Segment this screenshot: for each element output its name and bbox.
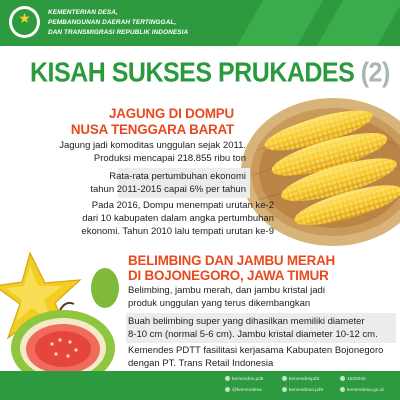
section2-text: Buah belimbing super yang dihasilkan memiliki diameter — [128, 316, 365, 327]
instagram-icon — [225, 387, 230, 392]
youtube-icon — [282, 387, 287, 392]
header-stripe — [317, 0, 400, 46]
globe-icon — [340, 387, 345, 392]
header-bar — [0, 0, 400, 46]
org-line: PEMBANGUNAN DAERAH TERTINGGAL, — [48, 19, 177, 26]
section1-text: Produksi mencapai 218.855 ribu ton — [93, 153, 246, 164]
section2-text: Belimbing, jambu merah, dan jambu kristal jadi — [128, 285, 325, 296]
org-line: DAN TRANSMIGRASI REPUBLIK INDONESIA — [48, 29, 189, 36]
section2-text: produk unggulan yang terus dikembangkan — [128, 298, 311, 309]
section2-text: Kemendes PDTT fasilitasi kerjasama Kabupaten Bojonegoro — [128, 345, 384, 356]
footer-text: kemendesa.go.id — [347, 387, 384, 393]
section2-text: 8-10 cm (normal 5-6 cm). Jambu kristal diameter 10-12 cm. — [128, 329, 378, 340]
footer-text: kemendespdtt — [289, 376, 320, 382]
footer-text: @kemendesa — [232, 387, 262, 393]
section1-heading-line2: NUSA TENGGARA BARAT — [70, 122, 234, 137]
section1-text: tahun 2011-2015 capai 6% per tahun — [90, 184, 246, 195]
footer-social-twitter — [282, 376, 319, 382]
section1-text: Pada 2016, Dompu menempati urutan ke-2 — [91, 200, 274, 211]
footer-social-facebook — [225, 376, 263, 382]
footer-social-instagram — [225, 387, 262, 393]
org-line: KEMENTERIAN DESA, — [48, 9, 118, 16]
footer-text: kemendesa.pdtt — [289, 387, 324, 393]
section2-heading-line1: BELIMBING DAN JAMBU MERAH — [128, 253, 336, 268]
footer-phone — [340, 376, 366, 382]
fruit-image — [0, 248, 126, 388]
section1-heading-line1: JAGUNG DI DOMPU — [109, 106, 234, 121]
section1-text: ekonomi. Tahun 2010 lalu tempati urutan ke-9 — [81, 226, 274, 237]
twitter-icon — [282, 376, 287, 381]
title-number: (2) — [360, 57, 390, 89]
organization-name — [48, 8, 298, 38]
footer-social-youtube — [282, 387, 323, 393]
title-main: KISAH SUKSES PRUKADES — [30, 57, 355, 89]
facebook-icon — [225, 376, 230, 381]
footer-website — [340, 387, 384, 393]
section1-text: Rata-rata pertumbuhan ekonomi — [109, 171, 246, 182]
logo-star-icon: ★ — [18, 10, 31, 26]
section1-text: dari 10 kabupaten dalam angka pertumbuhan — [82, 213, 274, 224]
phone-icon — [340, 376, 345, 381]
section1-text: Jagung jadi komoditas unggulan sejak 2011. — [59, 140, 246, 151]
section2-heading-line2: DI BOJONEGORO, JAWA TIMUR — [128, 268, 329, 283]
footer-bar — [0, 371, 400, 400]
footer-text: kemendes.pdtt — [232, 376, 264, 382]
footer-text: 1500040 — [347, 376, 366, 382]
ministry-logo — [9, 6, 40, 38]
section2-text: dengan PT. Trans Retail Indonesia — [128, 358, 274, 369]
